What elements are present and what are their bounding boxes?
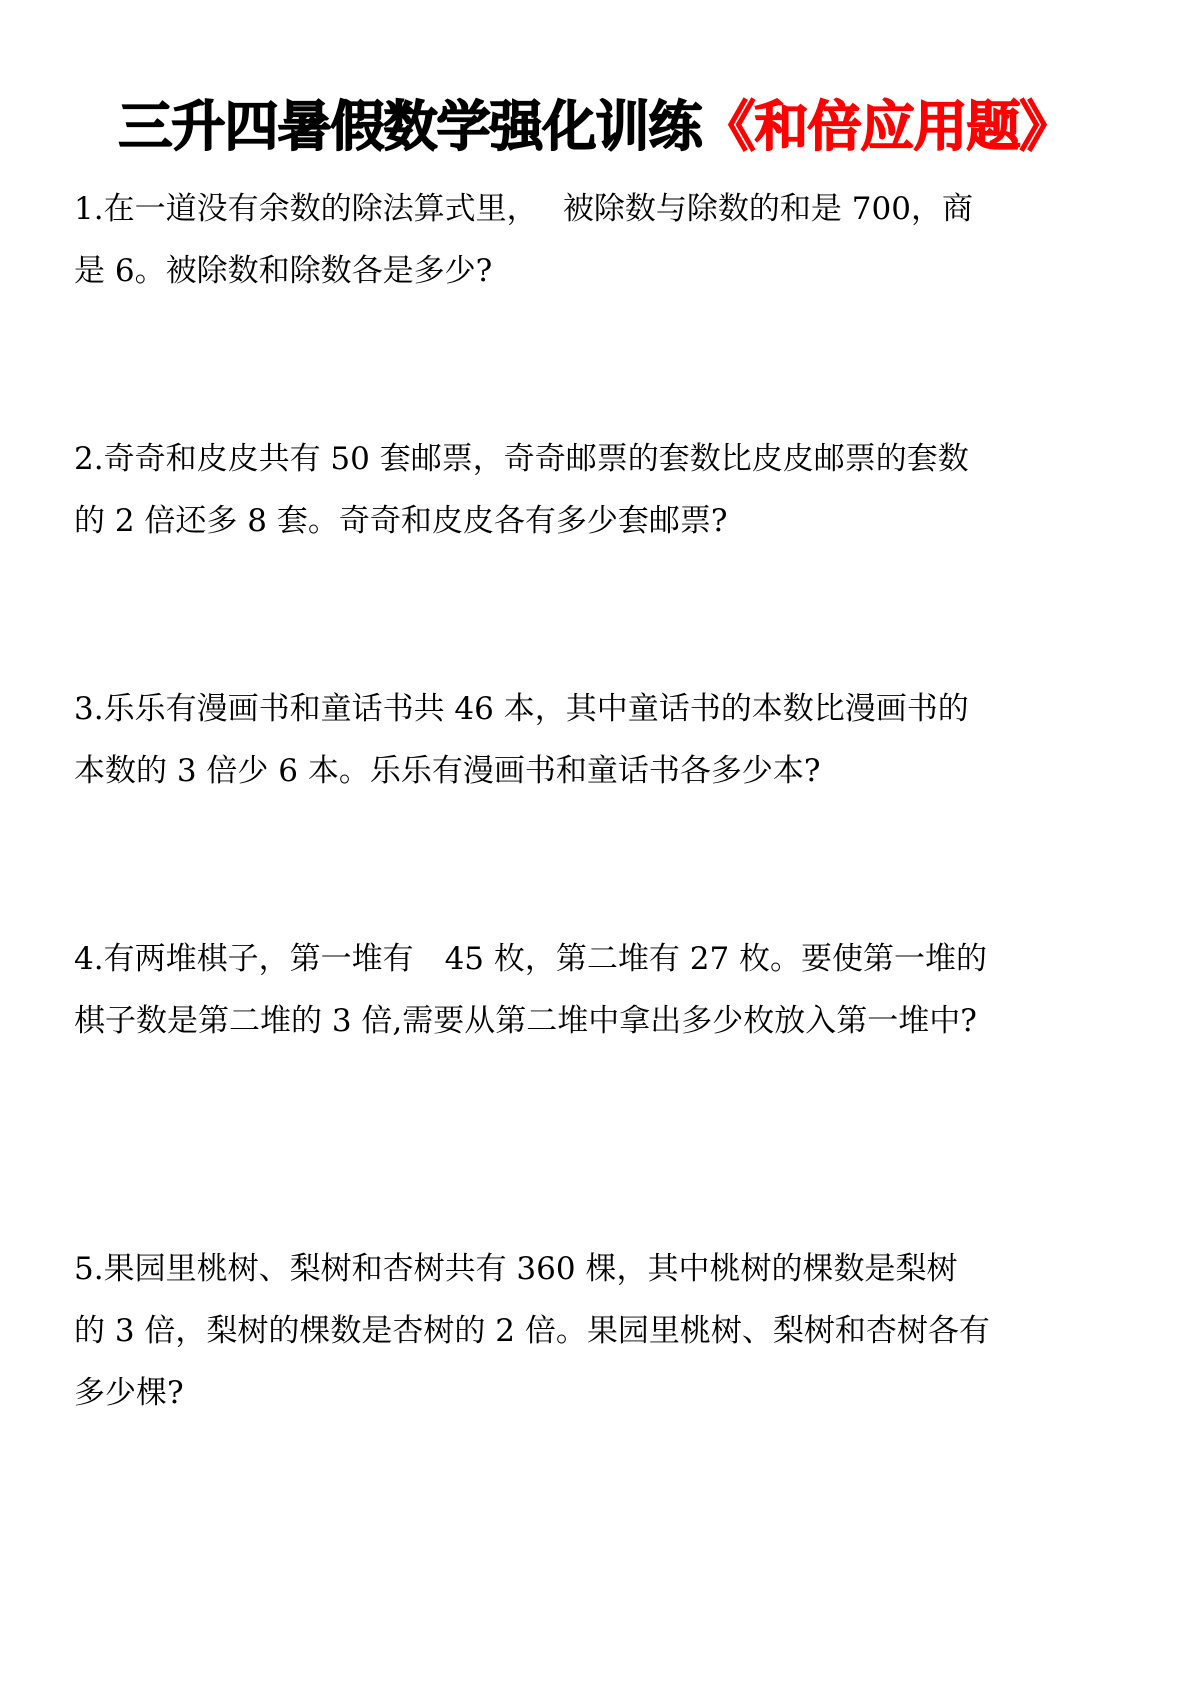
question-line: 本数的 3 倍少 6 本。乐乐有漫画书和童话书各多少本? [74, 753, 821, 789]
question-line: 的 2 倍还多 8 套。奇奇和皮皮各有多少套邮票? [74, 503, 728, 539]
question-line: 4.有两堆棋子，第一堆有 45 枚，第二堆有 27 枚。要使第一堆的 [74, 941, 988, 977]
title-accent: 《和倍应用题》 [701, 95, 1073, 158]
question-1 [74, 178, 1134, 302]
question-line: 棋子数是第二堆的 3 倍,需要从第二堆中拿出多少枚放入第一堆中? [74, 1003, 977, 1039]
page-title [0, 92, 1191, 162]
question-line: 是 6。被除数和除数各是多少? [74, 253, 493, 289]
question-4 [74, 928, 1134, 1052]
title-main: 三升四暑假数学强化训练 [118, 95, 702, 158]
question-line: 多少棵? [74, 1375, 184, 1411]
question-2 [74, 428, 1134, 552]
question-5 [74, 1238, 1134, 1424]
question-line: 2.奇奇和皮皮共有 50 套邮票，奇奇邮票的套数比皮皮邮票的套数 [74, 441, 969, 477]
question-line: 5.果园里桃树、梨树和杏树共有 360 棵，其中桃树的棵数是梨树 [74, 1251, 958, 1287]
question-line: 3.乐乐有漫画书和童话书共 46 本，其中童话书的本数比漫画书的 [74, 691, 969, 727]
question-line: 的 3 倍，梨树的棵数是杏树的 2 倍。果园里桃树、梨树和杏树各有 [74, 1313, 990, 1349]
question-line: 1.在一道没有余数的除法算式里， 被除数与除数的和是 700，商 [74, 191, 973, 227]
question-3 [74, 678, 1134, 802]
